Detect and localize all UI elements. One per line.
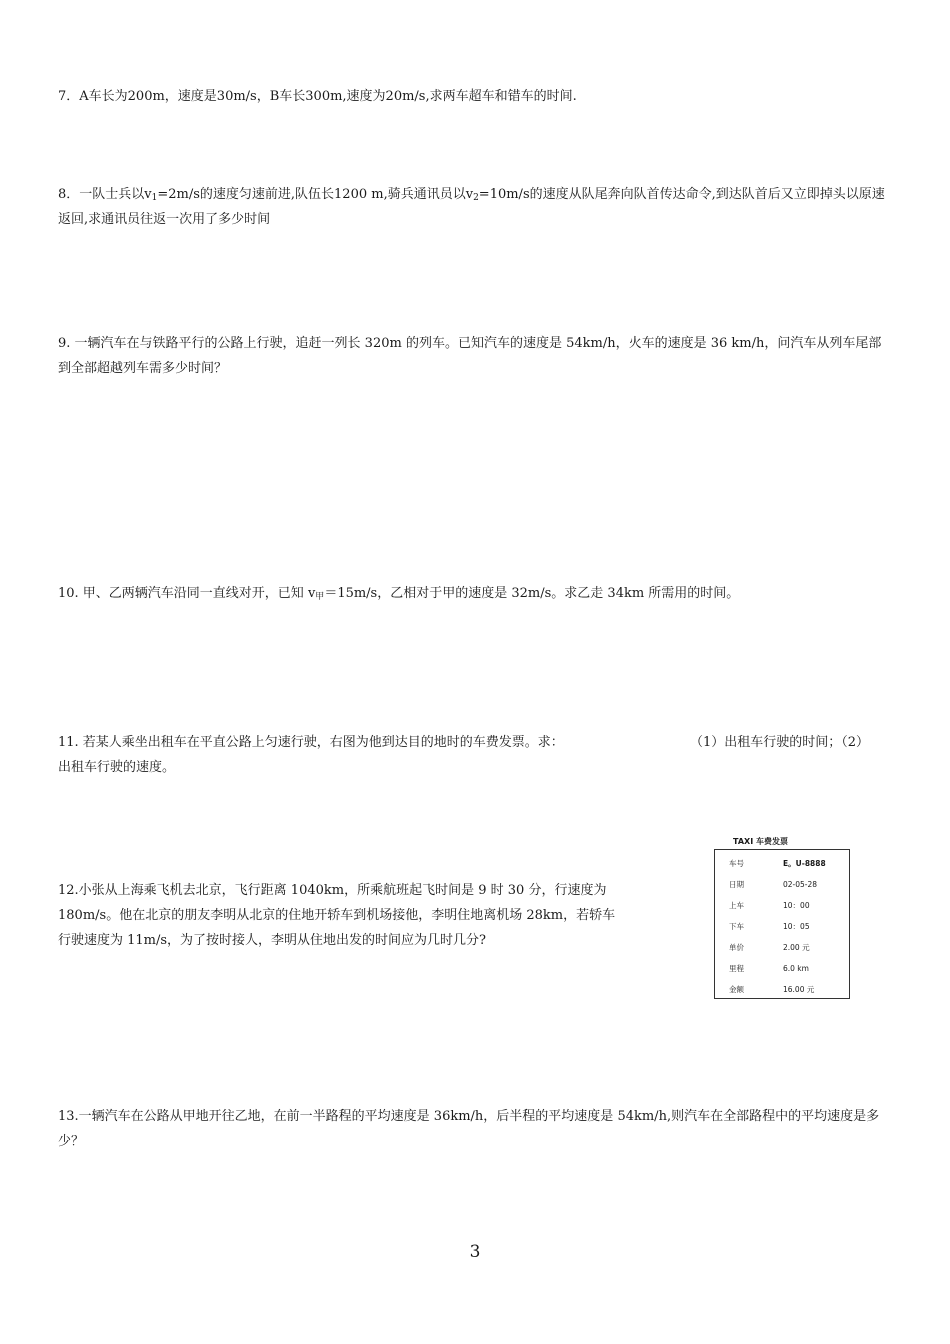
q8-part3: =10m/s的速度从队尾奔向队首传达命令,到达队首后又立即掉头以原速返回,求通讯员往返一次用了多少时间: [58, 187, 885, 227]
taxi-value: 2.00 元: [783, 943, 810, 952]
question-10: [58, 581, 894, 606]
q11-left: 11. 若某人乘坐出租车在平直公路上匀速行驶，右图为他到达目的地时的车费发票。求：: [58, 735, 564, 750]
taxi-label: 里程: [729, 964, 744, 973]
q8-part1: 8．一队士兵以v: [58, 187, 152, 202]
taxi-value: 6.0 km: [783, 964, 809, 973]
taxi-label: 日期: [729, 880, 744, 889]
taxi-row: [729, 900, 847, 912]
taxi-value: E。U-8888: [783, 859, 826, 868]
page-number: 3: [469, 1242, 481, 1262]
q10-sub: 甲: [315, 592, 325, 602]
q10-part2: ＝15m/s，乙相对于甲的速度是 32m/s。求乙走 34km 所需用的时间。: [324, 586, 740, 601]
taxi-label: 金额: [729, 985, 744, 994]
q10-part1: 10. 甲、乙两辆汽车沿同一直线对开，已知 v: [58, 586, 316, 601]
question-13: 13.一辆汽车在公路从甲地开往乙地，在前一半路程的平均速度是 36km/h，后半程的平均速度是 54km/h,则汽车在全部路程中的平均速度是多少？: [58, 1109, 880, 1149]
taxi-row: [729, 921, 847, 933]
q8-sub1: 1: [151, 193, 158, 203]
taxi-label: 下车: [729, 922, 744, 931]
taxi-row: [729, 984, 847, 996]
taxi-value: 16.00 元: [783, 985, 815, 994]
question-7: 7．A车长为200m，速度是30m/s，B车长300m,速度为20m/s,求两车超车和错车的时间.: [58, 89, 577, 104]
taxi-value: 10：05: [783, 922, 810, 931]
taxi-label: 单价: [729, 943, 744, 952]
q8-part2: =2m/s的速度匀速前进,队伍长1200 m,骑兵通讯员以v: [157, 187, 474, 202]
taxi-receipt-title: TAXI 车费发票: [733, 837, 788, 846]
question-11: [58, 730, 894, 780]
question-9: 9. 一辆汽车在与铁路平行的公路上行驶，追赶一列长 320m 的列车。已知汽车的速度是 54km/h，火车的速度是 36 km/h，问汽车从列车尾部到全部超越列车需多少时间？: [58, 336, 882, 376]
question-8: [58, 182, 894, 232]
question-12: 12.小张从上海乘飞机去北京，飞行距离 1040km，所乘航班起飞时间是 9 时 30 分，行速度为 180m/s。他在北京的朋友李明从北京的住地开轿车到机场接他，李明住地离机场 28km，若轿车行驶速度为 11m/s，为了按时接人，李明从住地出发的时间应为几时几分?: [58, 883, 616, 948]
taxi-row: [729, 879, 847, 891]
taxi-label: 上车: [729, 901, 744, 910]
taxi-row: [729, 942, 847, 954]
taxi-row: [729, 858, 847, 870]
taxi-value: 02-05-28: [783, 880, 818, 889]
taxi-receipt: [714, 849, 850, 999]
q11-line2: 出租车行驶的速度。: [58, 760, 176, 775]
q11-right: （1）出租车行驶的时间；（2）: [690, 735, 870, 750]
taxi-value: 10：00: [783, 901, 810, 910]
taxi-row: [729, 963, 847, 975]
taxi-label: 车号: [729, 859, 744, 868]
q8-sub2: 2: [473, 193, 479, 203]
